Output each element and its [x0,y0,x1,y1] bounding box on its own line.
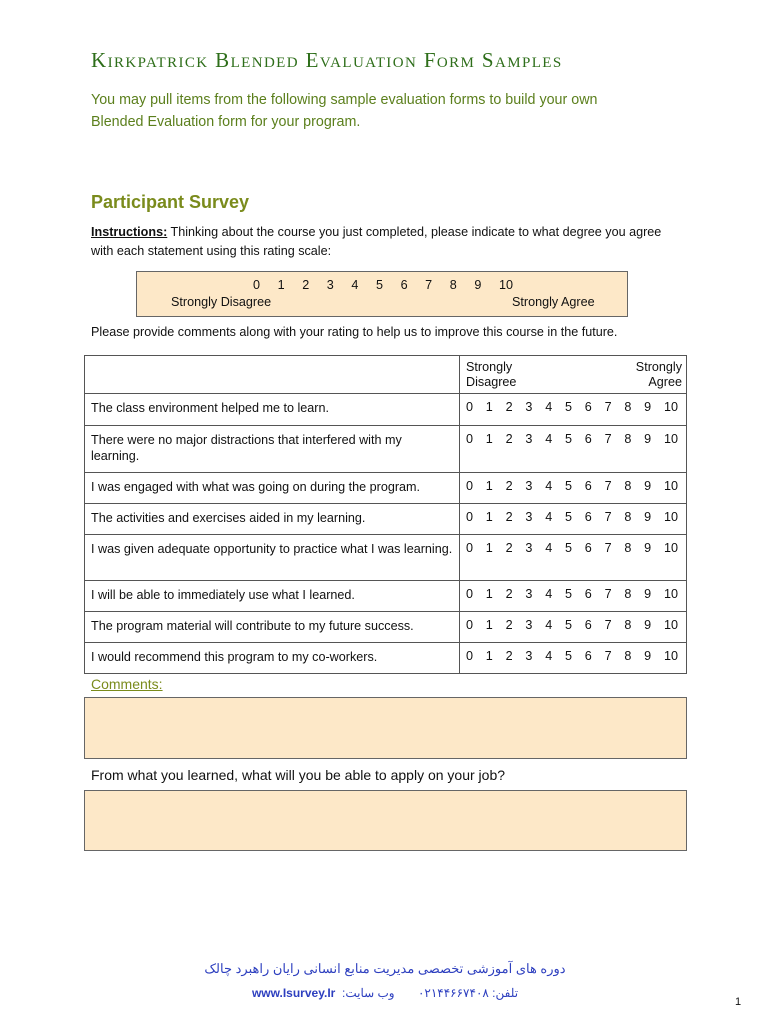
rating-option[interactable]: 3 [525,541,533,555]
rating-option[interactable]: 7 [604,510,612,524]
instructions-text: Thinking about the course you just completed, please indicate to what degree you agree with each statement using this rating scale: [91,225,662,258]
rating-option[interactable]: 1 [485,541,493,555]
rating-option[interactable]: 8 [624,649,632,663]
rating-option[interactable]: 2 [505,432,513,446]
rating-option[interactable]: 6 [584,400,592,414]
rating-option[interactable]: 8 [624,400,632,414]
table-row [85,643,687,674]
rating-options-cell [460,473,687,504]
rating-option[interactable]: 3 [525,400,533,414]
section-title: Participant Survey [91,192,250,212]
rating-option[interactable]: 6 [584,587,592,601]
table-row [85,473,687,504]
intro-text: You may pull items from the following sample evaluation forms to build your own Blended Evaluation form for your program. [91,92,598,130]
header-strongly-agree: Strongly Agree [635,360,682,389]
table-row [85,394,687,426]
rating-option[interactable]: 0 [466,587,474,601]
rating-option[interactable]: 8 [624,510,632,524]
rating-option[interactable]: 10 [663,649,678,663]
rating-option[interactable]: 7 [604,587,612,601]
rating-option[interactable]: 0 [466,618,474,632]
rating-option[interactable]: 10 [663,618,678,632]
rating-option[interactable]: 9 [644,618,652,632]
rating-option[interactable]: 1 [485,400,493,414]
rating-option[interactable]: 1 [485,587,493,601]
rating-option[interactable]: 5 [564,541,572,555]
rating-option[interactable]: 10 [663,541,678,555]
rating-option[interactable]: 7 [604,649,612,663]
instructions-lead: Instructions: [91,225,168,239]
rating-option[interactable]: 0 [466,541,474,555]
rating-option[interactable]: 3 [525,479,533,493]
rating-option[interactable]: 4 [545,400,553,414]
rating-option[interactable]: 7 [604,541,612,555]
rating-option[interactable]: 9 [644,479,652,493]
rating-option[interactable]: 7 [604,432,612,446]
rating-scale-numbers [253,278,524,292]
rating-option[interactable]: 10 [663,587,678,601]
rating-options-cell [460,581,687,612]
rating-options-cell [460,426,687,473]
rating-option[interactable]: 9 [644,649,652,663]
scale-number: 7 [425,278,433,292]
rating-option[interactable]: 4 [545,587,553,601]
rating-option[interactable]: 10 [663,479,678,493]
rating-option[interactable]: 10 [663,510,678,524]
rating-option[interactable]: 5 [564,400,572,414]
rating-option[interactable]: 10 [663,400,678,414]
rating-option[interactable]: 0 [466,479,474,493]
rating-option[interactable]: 1 [485,432,493,446]
rating-option[interactable]: 6 [584,541,592,555]
scale-number: 3 [326,278,334,292]
scale-number: 1 [277,278,285,292]
scale-number: 8 [449,278,457,292]
rating-option[interactable]: 2 [505,541,513,555]
footer-site-label: وب سایت: [342,986,395,1000]
statement-cell: The activities and exercises aided in my learning. [85,504,460,535]
statement-cell: I will be able to immediately use what I learned. [85,581,460,612]
rating-option[interactable]: 3 [525,587,533,601]
scale-number: 9 [474,278,482,292]
page-number: 1 [735,996,742,1008]
scale-number: 0 [253,278,261,292]
rating-options-cell [460,394,687,426]
rating-option[interactable]: 5 [564,510,572,524]
rating-option[interactable]: 1 [485,479,493,493]
rating-option[interactable]: 10 [663,432,678,446]
rating-option[interactable]: 4 [545,541,553,555]
rating-option[interactable]: 9 [644,541,652,555]
rating-options-cell [460,535,687,581]
rating-option[interactable]: 0 [466,432,474,446]
rating-option[interactable]: 6 [584,479,592,493]
comments-input-box[interactable] [84,697,687,759]
footer-contact [0,986,770,1000]
rating-option[interactable]: 9 [644,432,652,446]
rating-option[interactable]: 5 [564,479,572,493]
rating-option[interactable]: 5 [564,587,572,601]
rating-option[interactable]: 3 [525,649,533,663]
rating-option[interactable]: 4 [545,649,553,663]
rating-option[interactable]: 6 [584,649,592,663]
rating-scale-box [136,271,628,317]
scale-number: 5 [375,278,383,292]
rating-option[interactable]: 6 [584,510,592,524]
comments-label: Comments: [91,676,163,692]
statement-cell: I was given adequate opportunity to practice what I was learning. [85,535,460,581]
scale-number: 10 [498,278,513,292]
footer-website[interactable]: www.Isurvey.Ir [251,986,336,1000]
rating-option[interactable]: 8 [624,479,632,493]
rating-option[interactable]: 6 [584,432,592,446]
scale-number: 2 [302,278,310,292]
rating-option[interactable]: 2 [505,510,513,524]
rating-option[interactable]: 4 [545,432,553,446]
rating-option[interactable]: 7 [604,400,612,414]
rating-option[interactable]: 8 [624,432,632,446]
rating-option[interactable]: 8 [624,541,632,555]
rating-options-cell [460,643,687,674]
rating-option[interactable]: 1 [485,649,493,663]
rating-option[interactable]: 1 [485,510,493,524]
rating-option[interactable]: 5 [564,649,572,663]
scale-low-label: Strongly Disagree [171,295,272,309]
instructions [91,223,681,261]
statement-cell: The program material will contribute to my future success. [85,612,460,643]
comments-note: Please provide comments along with your rating to help us to improve this course in the future. [91,325,618,339]
table-header-row [85,356,687,394]
rating-option[interactable]: 8 [624,618,632,632]
rating-table [84,355,687,674]
table-row [85,504,687,535]
table-row [85,581,687,612]
rating-option[interactable]: 2 [505,649,513,663]
table-row [85,426,687,473]
rating-option[interactable]: 2 [505,479,513,493]
header-blank-cell [85,356,460,394]
rating-option[interactable]: 4 [545,510,553,524]
rating-option[interactable]: 5 [564,432,572,446]
rating-option[interactable]: 9 [644,587,652,601]
rating-option[interactable]: 2 [505,587,513,601]
rating-option[interactable]: 4 [545,479,553,493]
rating-option[interactable]: 5 [564,618,572,632]
rating-option[interactable]: 2 [505,618,513,632]
document-title: Kirkpatrick Blended Evaluation Form Samples [91,48,563,72]
statement-cell: I would recommend this program to my co-workers. [85,643,460,674]
table-row [85,535,687,581]
scale-number: 4 [351,278,359,292]
apply-input-box[interactable] [84,790,687,851]
rating-options-cell [460,504,687,535]
rating-option[interactable]: 9 [644,400,652,414]
rating-option[interactable]: 3 [525,618,533,632]
apply-question: From what you learned, what will you be able to apply on your job? [91,767,506,783]
rating-option[interactable]: 4 [545,618,553,632]
rating-option[interactable]: 3 [525,432,533,446]
rating-option[interactable]: 2 [505,400,513,414]
rating-option[interactable]: 0 [466,649,474,663]
rating-option[interactable]: 9 [644,510,652,524]
rating-option[interactable]: 7 [604,618,612,632]
rating-option[interactable]: 7 [604,479,612,493]
rating-option[interactable]: 3 [525,510,533,524]
rating-option[interactable]: 0 [466,400,474,414]
footer-org-name: دوره های آموزشی تخصصی مدیریت منابع انسانی رایان راهبرد چالک [204,961,566,976]
rating-option[interactable]: 8 [624,587,632,601]
rating-option[interactable]: 1 [485,618,493,632]
header-strongly-disagree: Strongly Disagree [466,360,517,389]
statement-cell: There were no major distractions that interfered with my learning. [85,426,460,473]
statement-cell: The class environment helped me to learn. [85,394,460,426]
scale-number: 6 [400,278,408,292]
rating-options-cell [460,612,687,643]
header-scale-cell [460,356,687,394]
scale-high-label: Strongly Agree [512,295,595,309]
rating-option[interactable]: 0 [466,510,474,524]
rating-option[interactable]: 6 [584,618,592,632]
table-row [85,612,687,643]
statement-cell: I was engaged with what was going on during the program. [85,473,460,504]
footer-phone: تلفن: ۰۲۱۴۴۶۶۷۴۰۸ [417,986,519,1000]
